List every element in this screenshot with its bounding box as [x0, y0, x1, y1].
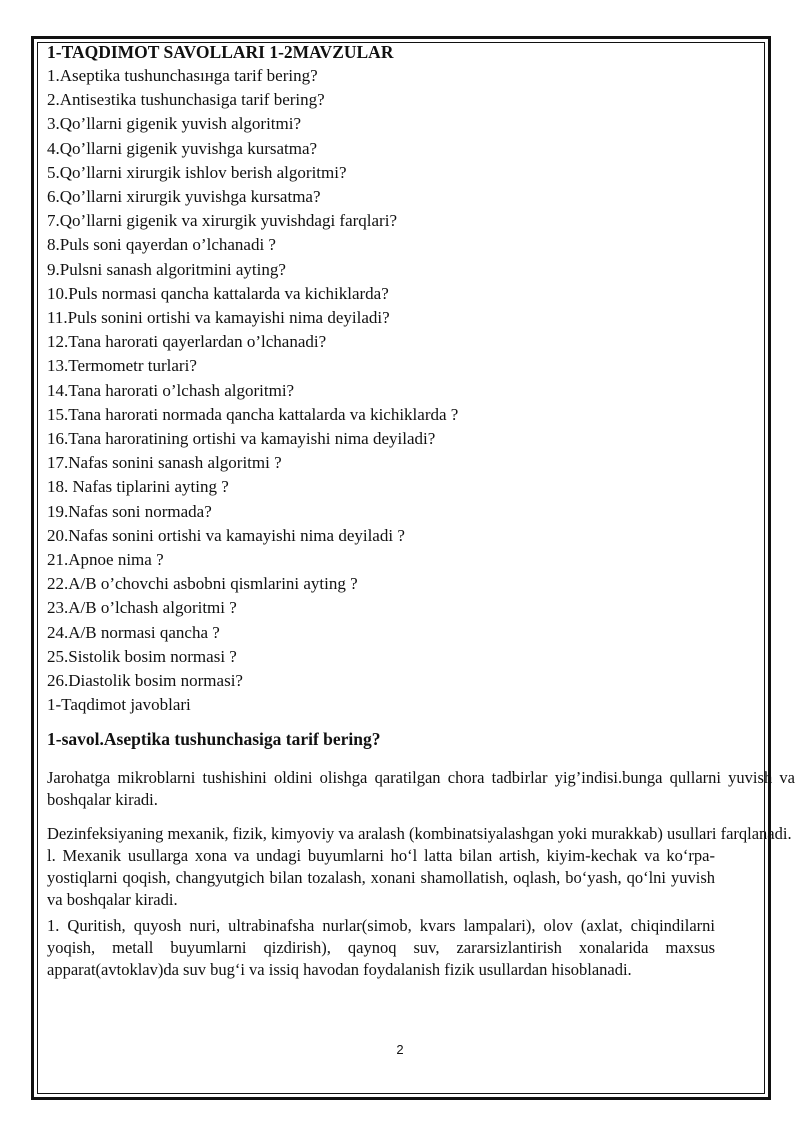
- list-item: 14.Tana harorati o’lchash algoritmi?: [47, 380, 295, 400]
- answers-title: 1-Taqdimot javoblari: [47, 695, 191, 715]
- list-item: 22.A/B o’chovchi asbobni qismlarini ayting ?: [47, 574, 358, 594]
- list-item: 18. Nafas tiplarini ayting ?: [47, 477, 229, 497]
- answer-paragraph-2: Dezinfeksiyaning mexanik, fizik, kimyoviy va aralash (kombinatsiyalashgan yoki murakkab) usullari farqlanadi.: [47, 824, 792, 844]
- document-heading: 1-TAQDIMOT SAVOLLARI 1-2MAVZULAR: [47, 42, 394, 62]
- question-list: [47, 64, 795, 693]
- list-item: 2.Antiseзtika tushunchasiga tarif bering?: [47, 90, 325, 110]
- list-item: 15.Tana harorati normada qancha kattalarda va kichiklarda ?: [47, 404, 459, 424]
- answer-paragraph-3: l. Mexanik usullarga xona va undagi buyumlarni ho‘l latta bilan artish, kiyim-kechak va ko‘rpa-yostiqlarni qoqish, changyutgich bilan tozalash, xonani shamollatish, oqlash, bo‘yash, qo‘lni yuvish va boshqalar kiradi.: [47, 846, 715, 910]
- list-item: 12.Tana harorati qayerlardan o’lchanadi?: [47, 332, 327, 352]
- page-number: 2: [396, 1042, 404, 1057]
- list-item: 9.Pulsni sanash algoritmini ayting?: [47, 259, 286, 279]
- answer-heading: 1-savol.Aseptika tushunchasiga tarif bering?: [47, 729, 381, 750]
- list-item: 21.Apnoe nima ?: [47, 550, 164, 570]
- list-item: 24.A/B normasi qancha ?: [47, 622, 220, 642]
- list-item: 5.Qo’llarni xirurgik ishlov berish algoritmi?: [47, 162, 347, 182]
- list-item: 23.A/B o’lchash algoritmi ?: [47, 598, 237, 618]
- list-item: 6.Qo’llarni xirurgik yuvishga kursatma?: [47, 187, 321, 207]
- list-item: 10.Puls normasi qancha kattalarda va kichiklarda?: [47, 283, 389, 303]
- list-item: 17.Nafas sonini sanash algoritmi ?: [47, 453, 282, 473]
- list-item: 26.Diastolik bosim normasi?: [47, 671, 243, 691]
- list-item: 7.Qo’llarni gigenik va xirurgik yuvishdagi farqlari?: [47, 211, 397, 231]
- list-item: 19.Nafas soni normada?: [47, 501, 212, 521]
- list-item: 13.Termometr turlari?: [47, 356, 197, 376]
- answer-paragraph-4: 1. Quritish, quyosh nuri, ultrabinafsha nurlar(simob, kvars lampalari), olov (axlat, chiqindilarni yoqish, metall buyumlarni qizdirish), qaynoq suv, zararsizlantirish xonalarida maxsus apparat(avtoklav)da suv bug‘i va issiq havodan foydalanish fizik usullardan hisoblanadi.: [47, 916, 715, 980]
- list-item: 25.Sistolik bosim normasi ?: [47, 646, 237, 666]
- list-item: 3.Qo’llarni gigenik yuvish algoritmi?: [47, 114, 302, 134]
- list-item: 16.Tana haroratining ortishi va kamayishi nima deyiladi?: [47, 429, 436, 449]
- list-item: 1.Aseptika tushunchasıнga tarif bering?: [47, 66, 318, 85]
- list-item: 4.Qo’llarni gigenik yuvishga kursatma?: [47, 138, 318, 158]
- list-item: 20.Nafas sonini ortishi va kamayishi nima deyiladi ?: [47, 525, 405, 545]
- list-item: 8.Puls soni qayerdan o’lchanadi ?: [47, 235, 276, 255]
- document-body: [47, 40, 795, 981]
- answer-paragraph-1: Jarohatga mikroblarni tushishini oldini olishga qaratilgan chora tadbirlar yig’indisi.bunga qullarni yuvish va boshqalar kiradi.: [47, 768, 795, 810]
- list-item: 11.Puls sonini ortishi va kamayishi nima deyiladi?: [47, 308, 390, 328]
